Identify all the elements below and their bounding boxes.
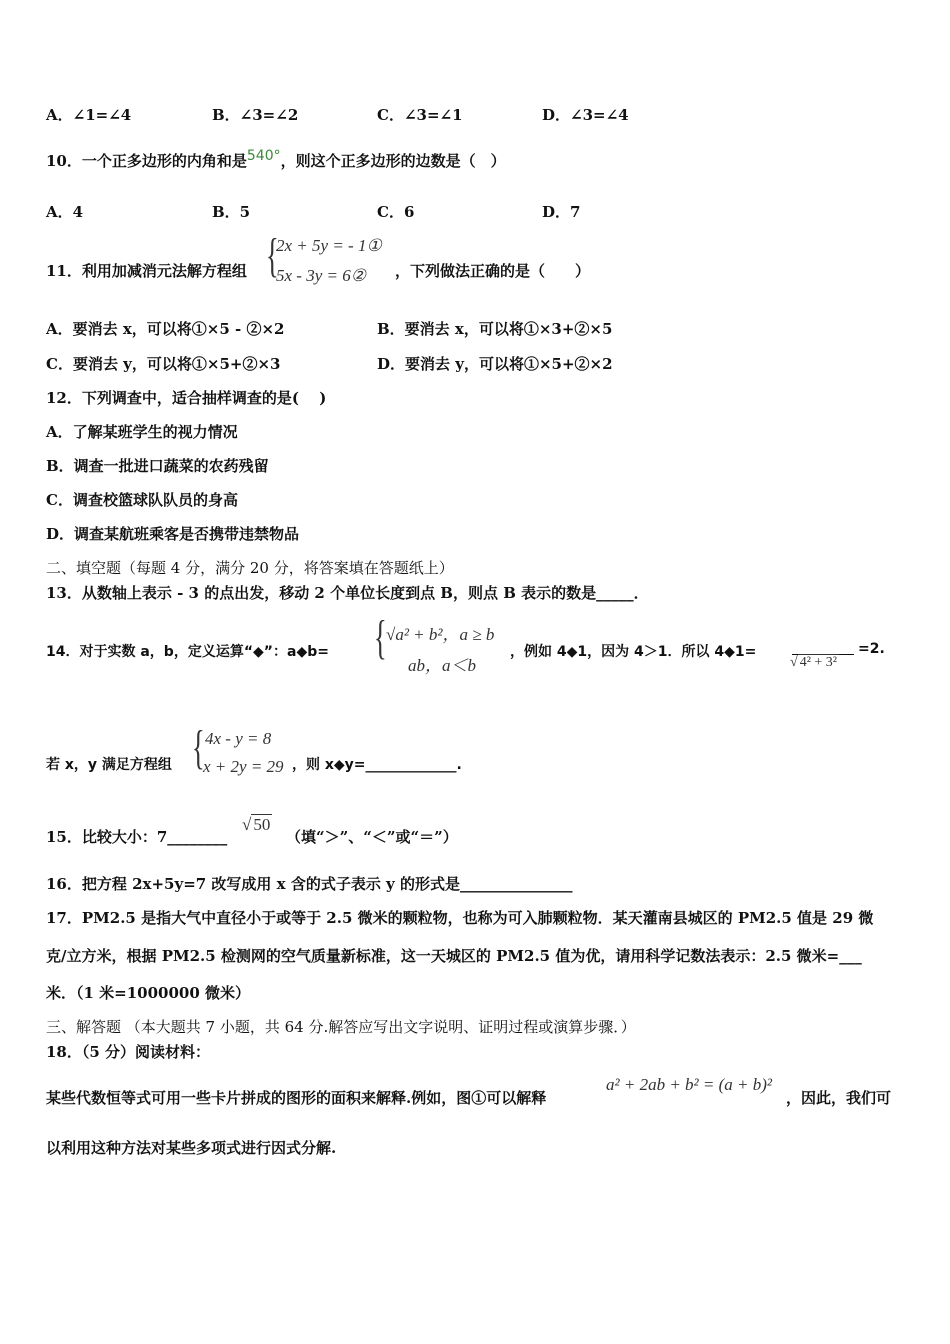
- q18-line2: 以利用这种方法对某些多项式进行因式分解.: [46, 1139, 337, 1157]
- q11-option-b: B．要消去 x，可以将①×3+②×5: [377, 320, 613, 338]
- q15-root: √ 50: [242, 815, 271, 834]
- q11-option-c: C．要消去 y，可以将①×5+②×3: [46, 355, 281, 373]
- q10-angle: 540°: [246, 148, 281, 164]
- q9-option-d: D．∠3=∠4: [542, 106, 629, 124]
- q14-prefix: 14．对于实数 a，b，定义运算“◆”：a◆b=: [46, 644, 329, 660]
- q12-option-a: A．了解某班学生的视力情况: [46, 423, 238, 441]
- q11-eq1: 2x + 5y = - 1①: [276, 236, 382, 255]
- q10-option-b: B．5: [212, 203, 251, 221]
- q18-line1-suffix: ，因此，我们可: [786, 1089, 892, 1107]
- q14-sys-brace: {: [192, 721, 205, 774]
- q10-option-d: D．7: [542, 203, 581, 221]
- q10-option-a: A．4: [46, 203, 84, 221]
- q18-formula: a² + 2ab + b² = (a + b)²: [606, 1075, 772, 1094]
- q14-line2-prefix: 若 x，y 满足方程组: [46, 757, 172, 773]
- q17-line-2: 克/立方米，根据 PM2.5 检测网的空气质量新标准，这一天城区的 PM2.5 值为优，请用科学记数法表示：2.5 微米=___: [46, 947, 862, 965]
- q18-title: 18．（5 分）阅读材料：: [46, 1043, 211, 1061]
- q14-example-root: √ 4² + 3²: [790, 655, 837, 670]
- q12-option-b: B．调查一批进口蔬菜的农药残留: [46, 457, 269, 475]
- q12-stem: 12．下列调查中，适合抽样调查的是( ): [46, 389, 327, 407]
- q12-option-d: D．调查某航班乘客是否携带违禁物品: [46, 525, 300, 543]
- q10-prefix: 10．一个正多边形的内角和是: [46, 152, 247, 170]
- q9-option-c: C．∠3=∠1: [377, 106, 463, 124]
- section-3-heading: 三、解答题 （本大题共 7 小题，共 64 分.解答应写出文字说明、证明过程或演算步骤．）: [46, 1018, 636, 1036]
- q14-answer-blank: [792, 640, 854, 655]
- q11-option-d: D．要消去 y，可以将①×5+②×2: [377, 355, 613, 373]
- question-10: [46, 150, 506, 171]
- q14-middle: ，例如 4◆1，因为 4＞1．所以 4◆1=: [510, 644, 757, 660]
- q14-brace: {: [374, 611, 387, 664]
- q10-suffix: ，则这个正多边形的边数是（ ）: [280, 152, 506, 170]
- q15-prefix: 15．比较大小：7________: [46, 828, 228, 846]
- q17-line-3: 米．（1 米=1000000 微米）: [46, 984, 251, 1002]
- section-2-heading: 二、填空题（每题 4 分，满分 20 分，将答案填在答题纸上）: [46, 559, 454, 577]
- q15-radicand: 50: [253, 815, 271, 834]
- q14-sys-eq2: x + 2y = 29: [203, 757, 284, 776]
- q11-brace: {: [266, 229, 279, 282]
- q9-option-a: A．∠1=∠4: [46, 106, 132, 124]
- q14-result: =2.: [858, 641, 885, 657]
- question-16: 16．把方程 2x+5y=7 改写成用 x 含的式子表示 y 的形式是_______________: [46, 875, 573, 893]
- q17-line-1: 17．PM2.5 是指大气中直径小于或等于 2.5 微米的颗粒物，也称为可入肺颗粒物．某天灌南县城区的 PM2.5 值是 29 微: [46, 909, 874, 927]
- q14-sys-eq1: 4x - y = 8: [205, 729, 272, 748]
- q14-line2-suffix: ，则 x◆y=_____________.: [292, 757, 462, 773]
- q14-example-radicand: 4² + 3²: [799, 655, 837, 670]
- q11-prefix: 11．利用加减消元法解方程组: [46, 262, 247, 280]
- q11-option-a: A．要消去 x，可以将①×5 - ②×2: [46, 320, 285, 338]
- q10-option-c: C．6: [377, 203, 415, 221]
- q18-line1-prefix: 某些代数恒等式可用一些卡片拼成的图形的面积来解释.例如，图①可以解释: [46, 1089, 547, 1107]
- q12-option-c: C．调查校篮球队队员的身高: [46, 491, 238, 509]
- q9-option-b: B．∠3=∠2: [212, 106, 299, 124]
- q11-suffix: ，下列做法正确的是（ ）: [395, 262, 591, 280]
- q14-case2: ab，a＜b: [408, 656, 476, 675]
- q15-suffix: （填“＞”、“＜”或“＝”）: [286, 828, 458, 846]
- question-13: 13．从数轴上表示 - 3 的点出发，移动 2 个单位长度到点 B，则点 B 表示的数是_____．: [46, 584, 649, 602]
- q14-case1: √a² + b²，a ≥ b: [386, 625, 495, 644]
- q11-eq2: 5x - 3y = 6②: [276, 266, 366, 285]
